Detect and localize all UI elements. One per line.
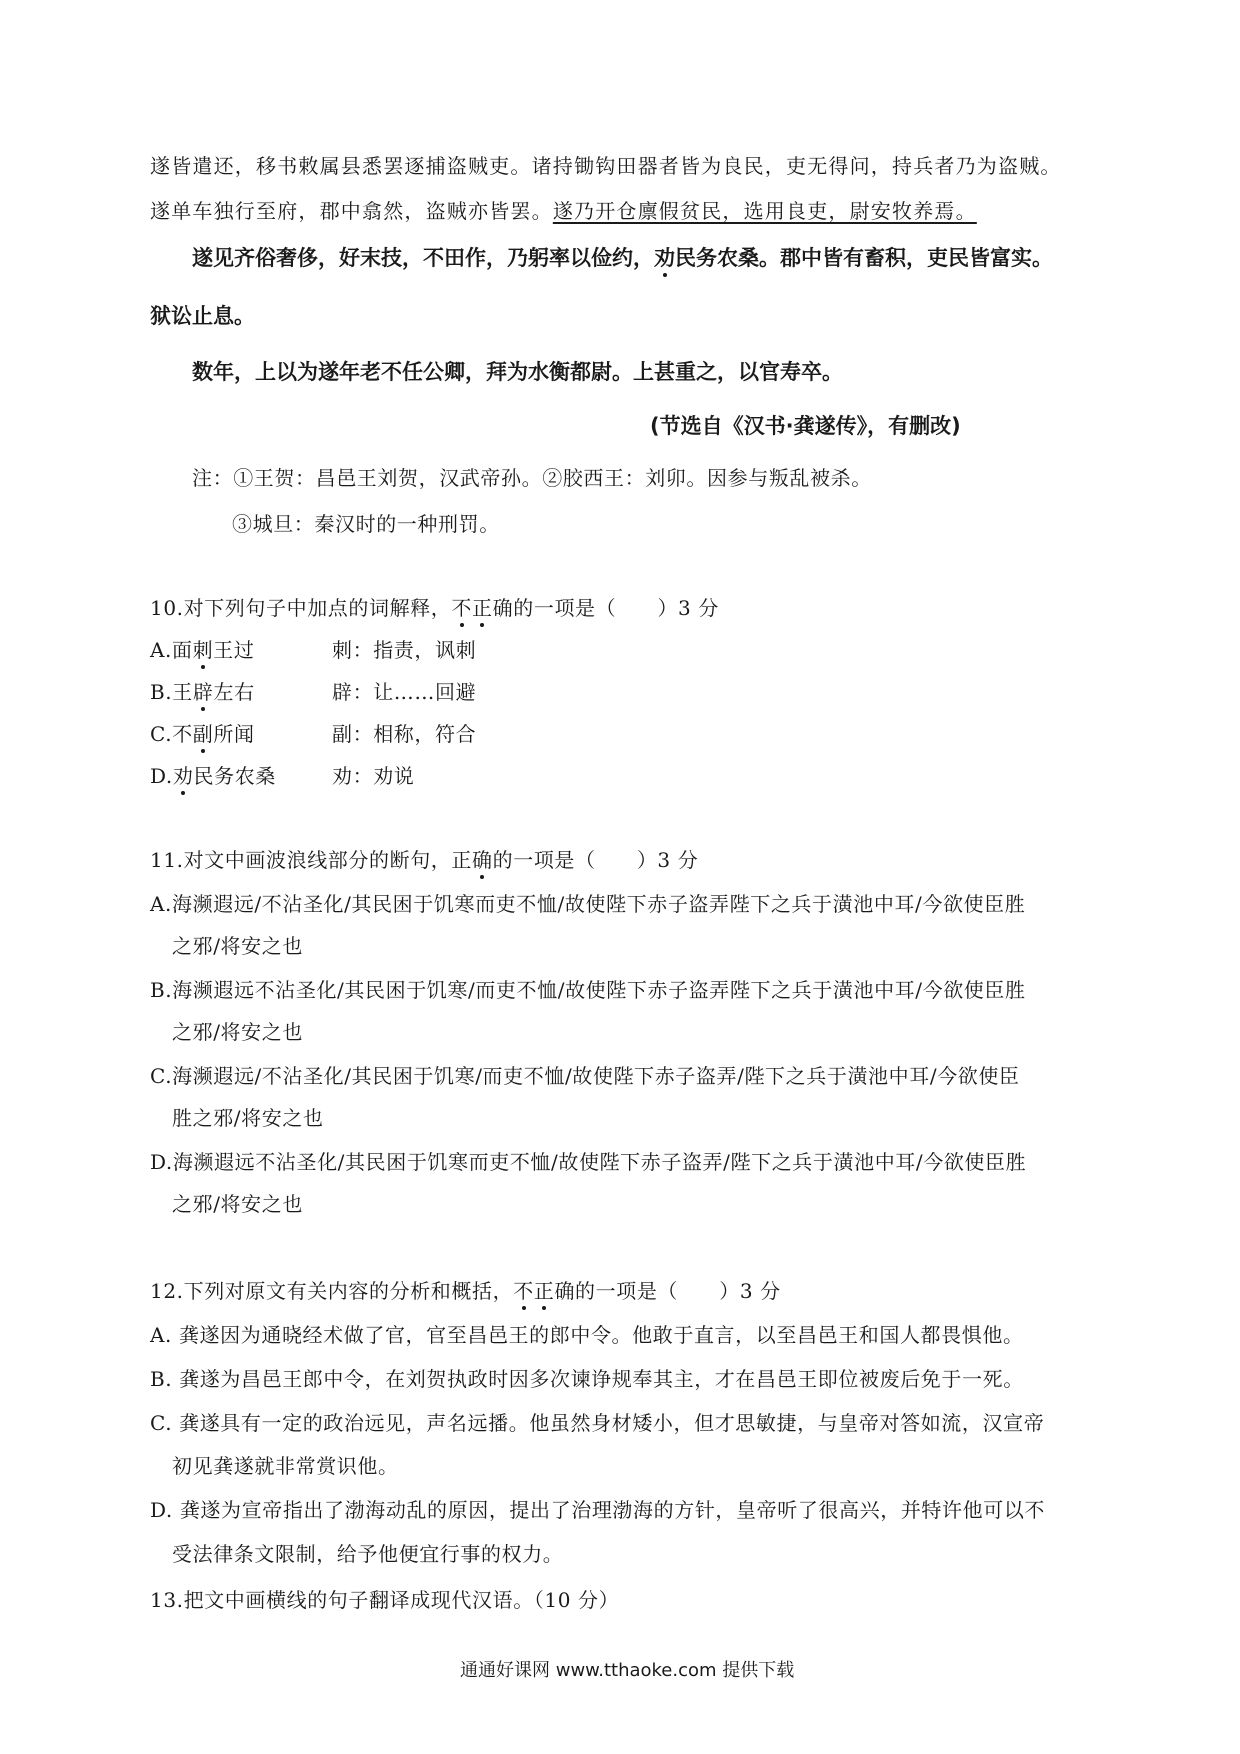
q10-option-c-explanation: 副：相称，符合 — [332, 722, 477, 746]
q11-dot-que: 确 — [472, 848, 493, 872]
q10-b-label: B.王 — [150, 680, 193, 704]
q10-option-d — [150, 760, 276, 789]
q10-option-a-explanation: 刺：指责，讽刺 — [332, 638, 477, 662]
q11-option-b-line-1: B.海濒遐远不沾圣化/其民困于饥寒/而吏不恤/故使陛下赤子盗弄陛下之兵于潢池中耳/今欲使臣胜 — [150, 978, 1026, 1002]
note-line-1: 注：①王贺：昌邑王刘贺，汉武帝孙。②胶西王：刘卯。因参与叛乱被杀。 — [192, 466, 872, 490]
source-citation: (节选自《汉书·龚遂传》，有删改) — [650, 414, 961, 438]
q10-stem-a: 10.对下列句子中加点的词解释， — [150, 596, 452, 620]
para2-text-a: 遂见齐俗奢侈，好末技，不田作，乃躬率以俭约， — [192, 246, 654, 270]
q11-stem-a: 11.对文中画波浪线部分的断句，正 — [150, 848, 473, 872]
q12-dot-bu: 不 — [513, 1279, 534, 1303]
q10-a-rest: 王过 — [213, 638, 255, 662]
q10-stem-b: 确的一项是（ ）3 分 — [492, 596, 719, 620]
passage-paragraph-3: 数年，上以为遂年老不任公卿，拜为水衡都尉。上甚重之，以官寿卒。 — [192, 360, 843, 384]
q10-d-dot: 劝 — [172, 764, 194, 788]
passage-paragraph-2-end: 狱讼止息。 — [150, 304, 255, 328]
q10-d-rest: 民务农桑 — [193, 764, 276, 788]
q10-c-rest: 所闻 — [213, 722, 255, 746]
q12-option-c-line-2: 初见龚遂就非常赏识他。 — [172, 1454, 399, 1478]
note-line-2: ③城旦：秦汉时的一种刑罚。 — [232, 512, 500, 536]
q12-option-c-line-1: C. 龚遂具有一定的政治远见，声名远播。他虽然身材矮小，但才思敏捷，与皇帝对答如流，汉宣帝 — [150, 1411, 1045, 1435]
q10-option-a — [150, 634, 254, 663]
q10-option-c — [150, 718, 255, 747]
question-13-stem: 13.把文中画横线的句子翻译成现代汉语。（10 分） — [150, 1588, 620, 1612]
q12-stem-a: 12.下列对原文有关内容的分析和概括， — [150, 1279, 514, 1303]
q10-d-label: D. — [150, 764, 173, 788]
q10-b-rest: 左右 — [213, 680, 255, 704]
dotted-char-quan: 劝 — [654, 246, 675, 270]
q12-option-d-line-2: 受法律条文限制，给予他便宜行事的权力。 — [172, 1542, 564, 1566]
passage-line-2 — [150, 195, 977, 224]
underlined-sentence: 遂乃开仓廪假贫民，选用良吏，尉安牧养焉。 — [552, 199, 977, 223]
q10-option-d-explanation: 劝：劝说 — [332, 764, 415, 788]
q11-option-a-line-2: 之邪/将安之也 — [172, 934, 303, 958]
q10-c-dot: 副 — [192, 722, 214, 746]
q10-c-label: C.不 — [150, 722, 193, 746]
question-10-stem — [150, 592, 719, 621]
q12-dot-zheng: 正 — [533, 1279, 555, 1303]
passage-line-1: 遂皆遣还，移书敕属县悉罢逐捕盗贼吏。诸持锄钩田器者皆为良民，吏无得问，持兵者乃为盗贼。 — [150, 154, 1062, 178]
q11-option-d-line-2: 之邪/将安之也 — [172, 1192, 303, 1216]
q10-dot-zheng: 正 — [472, 596, 493, 620]
q12-stem-b: 确的一项是（ ）3 分 — [554, 1279, 781, 1303]
q12-option-b: B. 龚遂为昌邑王郎中令，在刘贺执政时因多次谏诤规奉其主，才在昌邑王即位被废后免于一死。 — [150, 1367, 1024, 1391]
q10-option-b-explanation: 辟：让……回避 — [332, 680, 477, 704]
passage-paragraph-2 — [192, 242, 1053, 272]
q10-a-dot: 刺 — [192, 638, 214, 662]
passage-line-2-plain: 遂单车独行至府，郡中翕然，盗贼亦皆罢。 — [150, 199, 553, 223]
q11-option-a-line-1: A.海濒遐远/不沾圣化/其民困于饥寒而吏不恤/故使陛下赤子盗弄陛下之兵于潢池中耳/今欲使臣胜 — [150, 892, 1026, 916]
q12-option-d-line-1: D. 龚遂为宣帝指出了渤海动乱的原因，提出了治理渤海的方针，皇帝听了很高兴，并特许他可以不 — [150, 1498, 1046, 1522]
question-11-stem — [150, 844, 698, 873]
q11-option-c-line-2: 胜之邪/将安之也 — [172, 1106, 324, 1130]
q10-option-b — [150, 676, 255, 705]
q10-a-label: A.面 — [150, 638, 193, 662]
q10-dot-bu: 不 — [451, 596, 473, 620]
question-12-stem — [150, 1275, 781, 1304]
q11-option-d-line-1: D.海濒遐远不沾圣化/其民困于饥寒而吏不恤/故使陛下赤子盗弄/陛下之兵于潢池中耳/今欲使臣胜 — [150, 1150, 1027, 1174]
page-footer: 通通好课网 www.tthaoke.com 提供下载 — [460, 1660, 795, 1681]
q11-option-c-line-1: C.海濒遐远/不沾圣化/其民困于饥寒/而吏不恤/故使陛下赤子盗弄/陛下之兵于潢池中耳/今欲使臣 — [150, 1064, 1020, 1088]
q11-option-b-line-2: 之邪/将安之也 — [172, 1020, 303, 1044]
q10-b-dot: 辟 — [192, 680, 214, 704]
para2-text-b: 民务农桑。郡中皆有畜积，吏民皆富实。 — [675, 246, 1053, 270]
q11-stem-b: 的一项是（ ）3 分 — [492, 848, 699, 872]
q12-option-a: A. 龚遂因为通晓经术做了官，官至昌邑王的郎中令。他敢于直言，以至昌邑王和国人都畏惧他。 — [150, 1323, 1024, 1347]
